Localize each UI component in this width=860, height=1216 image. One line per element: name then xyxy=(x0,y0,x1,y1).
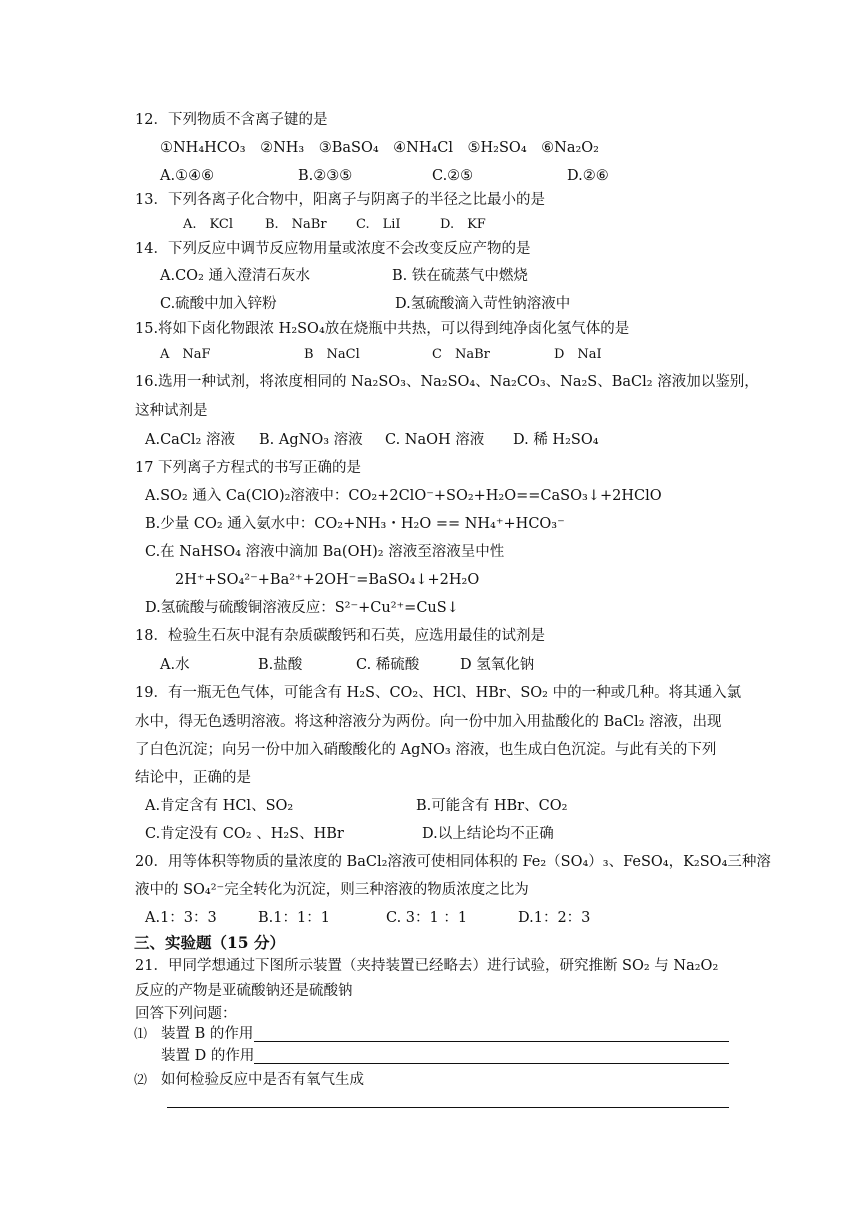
q14-stem: 14．下列反应中调节反应物用量或浓度不会改变反应产物的是 xyxy=(135,241,531,257)
q19-stem-line1: 19．有一瓶无色气体，可能含有 H₂S、CO₂、HCl、HBr、SO₂ 中的一种或几种。将其通入氯 xyxy=(135,685,742,701)
q15-option-b: B NaCl xyxy=(304,347,360,362)
q20-stem-line1: 20．用等体积等物质的量浓度的 BaCl₂溶液可使相同体积的 Fe₂（SO₄）₃、FeSO₄，K₂SO₄三种溶 xyxy=(135,854,771,870)
q15-option-a: A NaF xyxy=(160,347,211,362)
q13-option-a: A. KCl xyxy=(183,217,233,232)
q21-stem-line1: 21．甲同学想通过下图所示装置（夹持装置已经略去）进行试验，研究推断 SO₂ 与 Na₂O₂ xyxy=(135,958,719,974)
q19-option-a: A.肯定含有 HCl、SO₂ xyxy=(145,798,294,814)
answer-line-oxygen[interactable] xyxy=(167,1107,729,1108)
q15-option-d: D NaI xyxy=(554,347,602,362)
q21-part2-label: 如何检验反应中是否有氧气生成 xyxy=(161,1072,364,1088)
q17-option-d: D.氢硫酸与硫酸铜溶液反应：S²⁻+Cu²⁺=CuS↓ xyxy=(145,600,459,616)
q18-option-a: A.水 xyxy=(160,657,190,673)
q20-option-d: D.1：2：3 xyxy=(518,910,591,926)
q19-option-d: D.以上结论均不正确 xyxy=(422,826,554,842)
q18-option-c: C. 稀硫酸 xyxy=(356,657,420,673)
q16-option-c: C. NaOH 溶液 xyxy=(385,432,485,448)
q14-option-c: C.硫酸中加入锌粉 xyxy=(160,296,277,312)
q14-option-d: D.氢硫酸滴入苛性钠溶液中 xyxy=(395,296,571,312)
q12-stem: 12．下列物质不含离子键的是 xyxy=(135,112,328,128)
q20-stem-line2: 液中的 SO₄²⁻完全转化为沉淀，则三种溶液的物质浓度之比为 xyxy=(135,882,529,898)
q16-stem-line2: 这种试剂是 xyxy=(135,403,208,419)
q21-part1-number: ⑴ xyxy=(134,1027,148,1042)
q21-part1-d-label: 装置 D 的作用 xyxy=(161,1048,255,1064)
q12-option-a: A.①④⑥ xyxy=(160,168,215,184)
q18-option-b: B.盐酸 xyxy=(258,657,303,673)
q19-stem-line2: 水中，得无色透明溶液。将这种溶液分为两份。向一份中加入用盐酸化的 BaCl₂ 溶液，出现 xyxy=(135,714,722,730)
q15-stem: 15.将如下卤化物跟浓 H₂SO₄放在烧瓶中共热，可以得到纯净卤化氢气体的是 xyxy=(135,321,630,337)
q17-option-b: B.少量 CO₂ 通入氨水中：CO₂+NH₃・H₂O == NH₄⁺+HCO₃⁻ xyxy=(145,516,565,532)
q21-stem-line2: 反应的产物是亚硫酸钠还是硫酸钠 xyxy=(135,983,353,999)
q20-option-b: B.1：1：1 xyxy=(258,910,330,926)
q14-option-b: B. 铁在硫蒸气中燃烧 xyxy=(392,268,528,284)
answer-line-d[interactable] xyxy=(254,1063,729,1064)
q21-part2-number: ⑵ xyxy=(134,1073,148,1088)
q15-option-c: C NaBr xyxy=(432,347,490,362)
q20-option-c: C. 3：1 ：1 xyxy=(386,910,468,926)
q12-items: ①NH₄HCO₃ ②NH₃ ③BaSO₄ ④NH₄Cl ⑤H₂SO₄ ⑥Na₂O₂ xyxy=(160,140,599,156)
q21-part1-b-label: 装置 B 的作用 xyxy=(161,1026,254,1042)
q17-stem: 17 下列离子方程式的书写正确的是 xyxy=(135,460,362,476)
q13-option-b: B. NaBr xyxy=(265,217,327,232)
section-heading: 三、实验题（15 分） xyxy=(134,933,285,952)
q12-option-b: B.②③⑤ xyxy=(298,168,353,184)
q14-option-a: A.CO₂ 通入澄清石灰水 xyxy=(160,268,310,284)
q17-option-c: C.在 NaHSO₄ 溶液中滴加 Ba(OH)₂ 溶液至溶液呈中性 xyxy=(145,544,505,560)
q12-option-d: D.②⑥ xyxy=(567,168,609,184)
q16-option-a: A.CaCl₂ 溶液 xyxy=(145,432,235,448)
q16-option-b: B. AgNO₃ 溶液 xyxy=(259,432,363,448)
q16-option-d: D. 稀 H₂SO₄ xyxy=(513,432,599,448)
q21-stem-line3: 回答下列问题： xyxy=(135,1006,237,1022)
q17-option-c-equation: 2H⁺+SO₄²⁻+Ba²⁺+2OH⁻=BaSO₄↓+2H₂O xyxy=(175,572,480,588)
q20-option-a: A.1：3：3 xyxy=(145,910,217,926)
q19-stem-line3: 了白色沉淀；向另一份中加入硝酸酸化的 AgNO₃ 溶液，也生成白色沉淀。与此有关的下列 xyxy=(135,742,717,758)
q19-stem-line4: 结论中，正确的是 xyxy=(135,770,251,786)
q12-option-c: C.②⑤ xyxy=(432,168,474,184)
q18-stem: 18．检验生石灰中混有杂质碳酸钙和石英，应选用最佳的试剂是 xyxy=(135,628,545,644)
q16-stem-line1: 16.选用一种试剂，将浓度相同的 Na₂SO₃、Na₂SO₄、Na₂CO₃、Na₂S、BaCl₂ 溶液加以鉴别， xyxy=(135,374,759,390)
q13-stem: 13．下列各离子化合物中，阳离子与阴离子的半径之比最小的是 xyxy=(135,192,545,208)
q13-option-c: C. LiI xyxy=(356,217,401,232)
answer-line-b[interactable] xyxy=(254,1041,729,1042)
q19-option-c: C.肯定没有 CO₂ 、H₂S、HBr xyxy=(145,826,344,842)
q17-option-a: A.SO₂ 通入 Ca(ClO)₂溶液中：CO₂+2ClO⁻+SO₂+H₂O==CaSO₃↓+2HClO xyxy=(145,488,662,504)
q13-option-d: D. KF xyxy=(440,217,486,232)
q18-option-d: D 氢氧化钠 xyxy=(460,657,535,673)
q19-option-b: B.可能含有 HBr、CO₂ xyxy=(416,798,568,814)
